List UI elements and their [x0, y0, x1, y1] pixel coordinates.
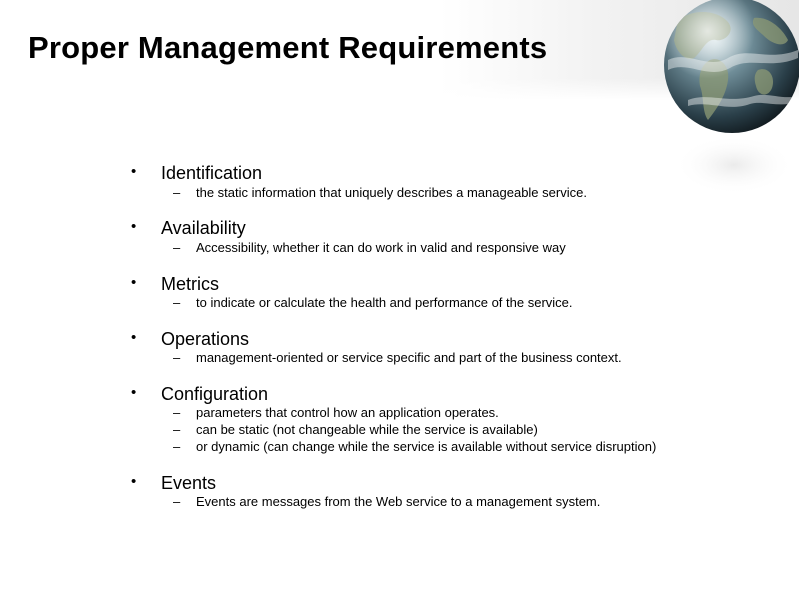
sub-bullet-text: Accessibility, whether it can do work in valid and responsive way	[196, 240, 566, 255]
sub-bullet-text: to indicate or calculate the health and performance of the service.	[196, 295, 573, 310]
bullet-glyph: •	[131, 218, 137, 235]
bullet-glyph: •	[131, 274, 137, 291]
bullet-label: Events	[161, 473, 217, 493]
bullet-glyph: •	[131, 473, 137, 490]
sub-bullet	[0, 422, 799, 438]
sub-bullet	[0, 350, 799, 366]
sub-bullet	[0, 494, 799, 510]
sub-bullet	[0, 439, 799, 455]
bullet-label: Configuration	[161, 384, 269, 404]
bullet-label: Identification	[161, 163, 263, 183]
sub-bullet	[0, 405, 799, 421]
bullet-label: Availability	[161, 218, 246, 238]
dash-glyph: –	[173, 240, 181, 255]
dash-glyph: –	[173, 350, 181, 365]
dash-glyph: –	[173, 422, 181, 437]
sub-bullet-text: parameters that control how an application operates.	[196, 405, 499, 420]
bullet-label: Metrics	[161, 274, 219, 294]
bullet-glyph: •	[131, 163, 137, 180]
sub-bullet-text: the static information that uniquely describes a manageable service.	[196, 185, 587, 200]
sub-bullet-text: can be static (not changeable while the service is available)	[196, 422, 538, 437]
bullet-label: Operations	[161, 329, 250, 349]
sub-bullet-text: Events are messages from the Web service to a management system.	[196, 494, 601, 509]
bullet-glyph: •	[131, 384, 137, 401]
sub-bullet	[0, 295, 799, 311]
dash-glyph: –	[173, 494, 181, 509]
slide-title: Proper Management Requirements	[28, 30, 548, 65]
dash-glyph: –	[173, 439, 181, 454]
bullet-glyph: •	[131, 329, 137, 346]
sub-bullet	[0, 185, 799, 201]
dash-glyph: –	[173, 185, 181, 200]
sub-bullet-text: management-oriented or service specific and part of the business context.	[196, 350, 622, 365]
sub-bullet	[0, 240, 799, 256]
dash-glyph: –	[173, 405, 181, 420]
dash-glyph: –	[173, 295, 181, 310]
sub-bullet-text: or dynamic (can change while the service is available without service disruption)	[196, 439, 657, 454]
